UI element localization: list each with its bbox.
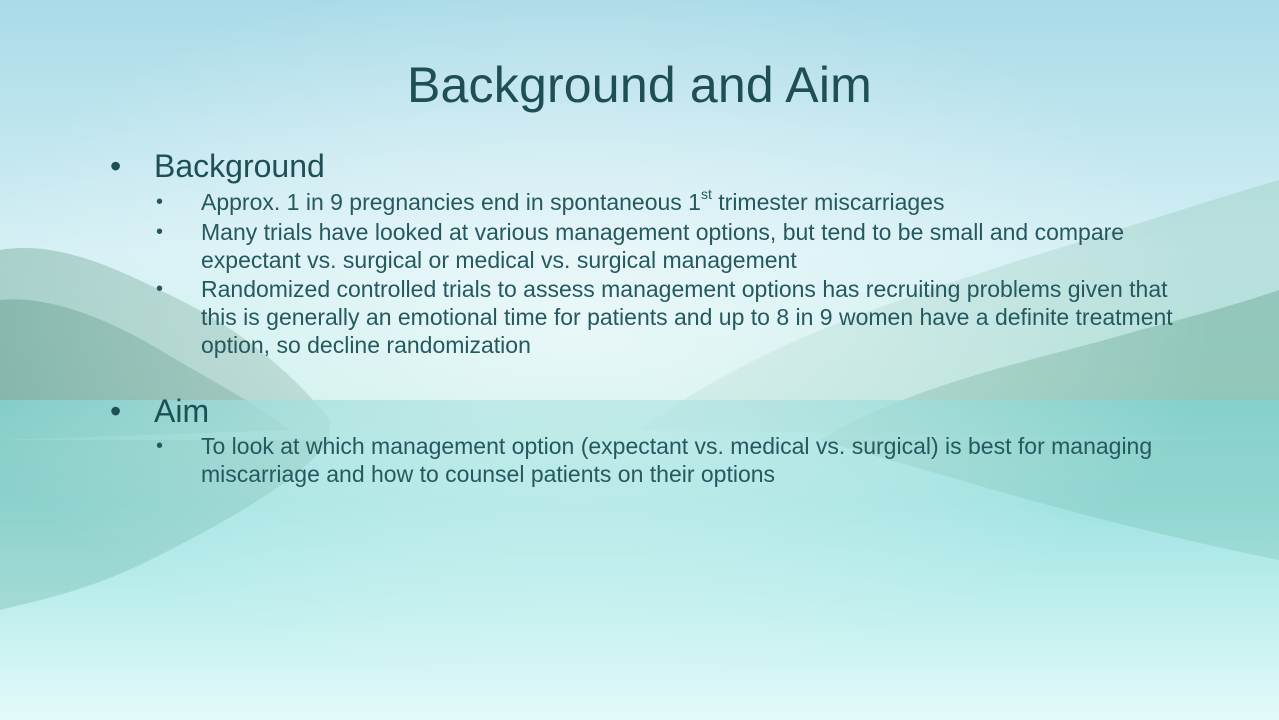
background-item-2 [156, 218, 1166, 274]
bullet-glyph: • [156, 435, 164, 457]
item-text: Randomized controlled trials to assess management options has recruiting problems given that this is generally an emotional time for patients and up to 8 in 9 women have a definite treatment option, so decline randomization [201, 276, 1173, 358]
aim-item-1 [156, 432, 1166, 488]
bullet-glyph: • [110, 148, 122, 184]
item-text-main: Approx. 1 in 9 pregnancies end in spontaneous 1 [201, 189, 701, 215]
item-text-tail: trimester miscarriages [711, 189, 945, 215]
bullet-glyph: • [156, 191, 164, 213]
bullet-glyph: • [156, 278, 164, 300]
background-item-3 [156, 275, 1173, 359]
item-text: Many trials have looked at various management options, but tend to be small and compare expectant vs. surgical or medical vs. surgical management [201, 219, 1125, 273]
background-item-1 [156, 188, 1166, 216]
ordinal-superscript: st [700, 186, 712, 203]
heading-text: Aim [154, 393, 210, 429]
item-text [201, 188, 1181, 216]
slide-title: Background and Aim [406, 57, 872, 113]
item-text: To look at which management option (expectant vs. medical vs. surgical) is best for managing miscarriage and how to counsel patients on their options [201, 433, 1153, 487]
bullet-glyph: • [110, 393, 122, 429]
heading-text: Background [154, 148, 325, 184]
bullet-glyph: • [156, 221, 164, 243]
